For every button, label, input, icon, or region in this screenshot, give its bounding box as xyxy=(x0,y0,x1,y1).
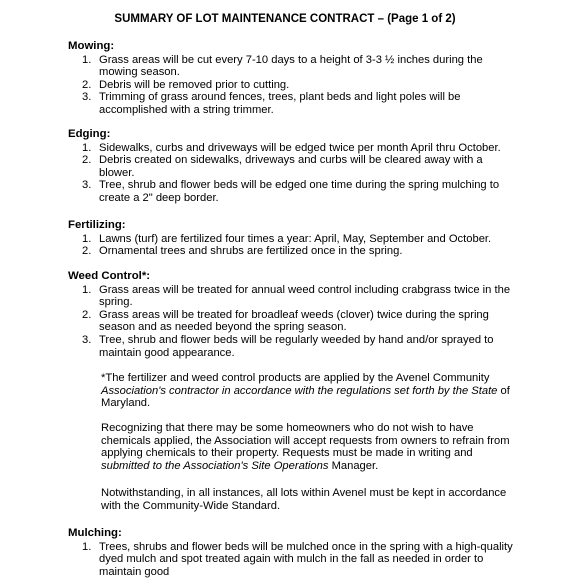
item-number: 1. xyxy=(82,141,92,154)
item-number: 1. xyxy=(82,283,92,296)
item-text: Debris will be removed prior to cutting. xyxy=(99,78,290,91)
weed-control-heading: Weed Control*: xyxy=(68,270,151,282)
fertilizing-heading: Fertilizing: xyxy=(68,219,126,231)
item-text: Debris created on sidewalks, driveways and curbs will be cleared away with a blower. xyxy=(99,154,483,179)
fertilizing-section xyxy=(68,219,520,258)
weed-control-section xyxy=(68,270,520,359)
list-item xyxy=(68,334,520,359)
list-item xyxy=(68,284,520,309)
list-item xyxy=(68,54,520,79)
note-paragraph xyxy=(101,372,521,410)
mowing-list xyxy=(68,54,520,117)
item-text: Grass areas will be treated for broadleaf weeds (clover) twice during the spring season and as needed beyond the spring season. xyxy=(99,308,489,334)
item-number: 1. xyxy=(82,53,92,66)
note-text-italic: submitted to the Association's Site Operations xyxy=(101,459,329,472)
list-item xyxy=(68,541,520,578)
mowing-section xyxy=(68,40,520,117)
chemical-note xyxy=(101,372,521,410)
list-item xyxy=(68,179,520,204)
page-title: SUMMARY OF LOT MAINTENANCE CONTRACT – (Page 1 of 2) xyxy=(114,13,456,25)
note-paragraph: Notwithstanding, in all instances, all lots within Avenel must be kept in accordance with the Community-Wide Standard. xyxy=(101,487,507,512)
note-text: Recognizing that there may be some homeowners who do not wish to have chemicals applied, the Association will accept requests from owners to refrain from applying chemicals to their property. Requests must be made in writing and xyxy=(101,422,510,460)
list-item xyxy=(68,79,520,92)
item-number: 2. xyxy=(82,154,92,167)
item-text: Trimming of grass around fences, trees, plant beds and light poles will be accomplished with a string trimmer. xyxy=(99,91,461,116)
item-number: 2. xyxy=(82,245,92,258)
item-text: Tree, shrub and flower beds will be regularly weeded by hand and/or sprayed to maintain good appearance. xyxy=(99,333,494,359)
list-item xyxy=(68,154,520,179)
note-text: *The fertilizer and weed control products are applied by the Avenel Community xyxy=(101,372,490,384)
list-item xyxy=(68,91,520,116)
note-paragraph xyxy=(101,422,521,472)
mulching-list xyxy=(68,541,520,578)
list-item xyxy=(68,309,520,334)
opt-out-note xyxy=(101,422,521,472)
fertilizing-list xyxy=(68,233,520,258)
item-number: 3. xyxy=(82,91,92,104)
standard-note xyxy=(101,487,521,512)
note-text: of Maryland. xyxy=(101,384,510,410)
note-text-italic: Association's contractor in accordance with the regulations set forth by the State xyxy=(101,384,498,397)
item-text: Lawns (turf) are fertilized four times a year: April, May, September and October. xyxy=(99,232,492,245)
item-text: Tree, shrub and flower beds will be edged one time during the spring mulching to create a 2" deep border. xyxy=(99,179,500,204)
item-text: Trees, shrubs and flower beds will be mulched once in the spring with a high-quality dyed mulch and spot treated again with mulch in the fall as needed in order to maintain good xyxy=(99,540,513,578)
mulching-heading: Mulching: xyxy=(68,527,122,539)
edging-heading: Edging: xyxy=(68,128,111,140)
item-text: Grass areas will be cut every 7-10 days to a height of 3-3 ½ inches during the mowing season. xyxy=(99,53,483,79)
item-text: Grass areas will be treated for annual weed control including crabgrass twice in the spring. xyxy=(99,283,511,309)
mowing-heading: Mowing: xyxy=(68,40,115,52)
item-number: 2. xyxy=(82,308,92,321)
item-number: 1. xyxy=(82,232,92,245)
item-number: 3. xyxy=(82,179,92,192)
item-number: 1. xyxy=(82,540,92,553)
item-text: Ornamental trees and shrubs are fertilized once in the spring. xyxy=(99,245,403,258)
edging-list xyxy=(68,142,520,205)
item-number: 3. xyxy=(82,333,92,346)
note-text: Manager. xyxy=(328,459,379,472)
mulching-section xyxy=(68,527,520,578)
item-text: Sidewalks, curbs and driveways will be edged twice per month April thru October. xyxy=(99,141,501,154)
list-item xyxy=(68,142,520,155)
list-item xyxy=(68,245,520,258)
list-item xyxy=(68,233,520,246)
item-number: 2. xyxy=(82,78,92,91)
weed-control-list xyxy=(68,284,520,360)
edging-section xyxy=(68,128,520,205)
